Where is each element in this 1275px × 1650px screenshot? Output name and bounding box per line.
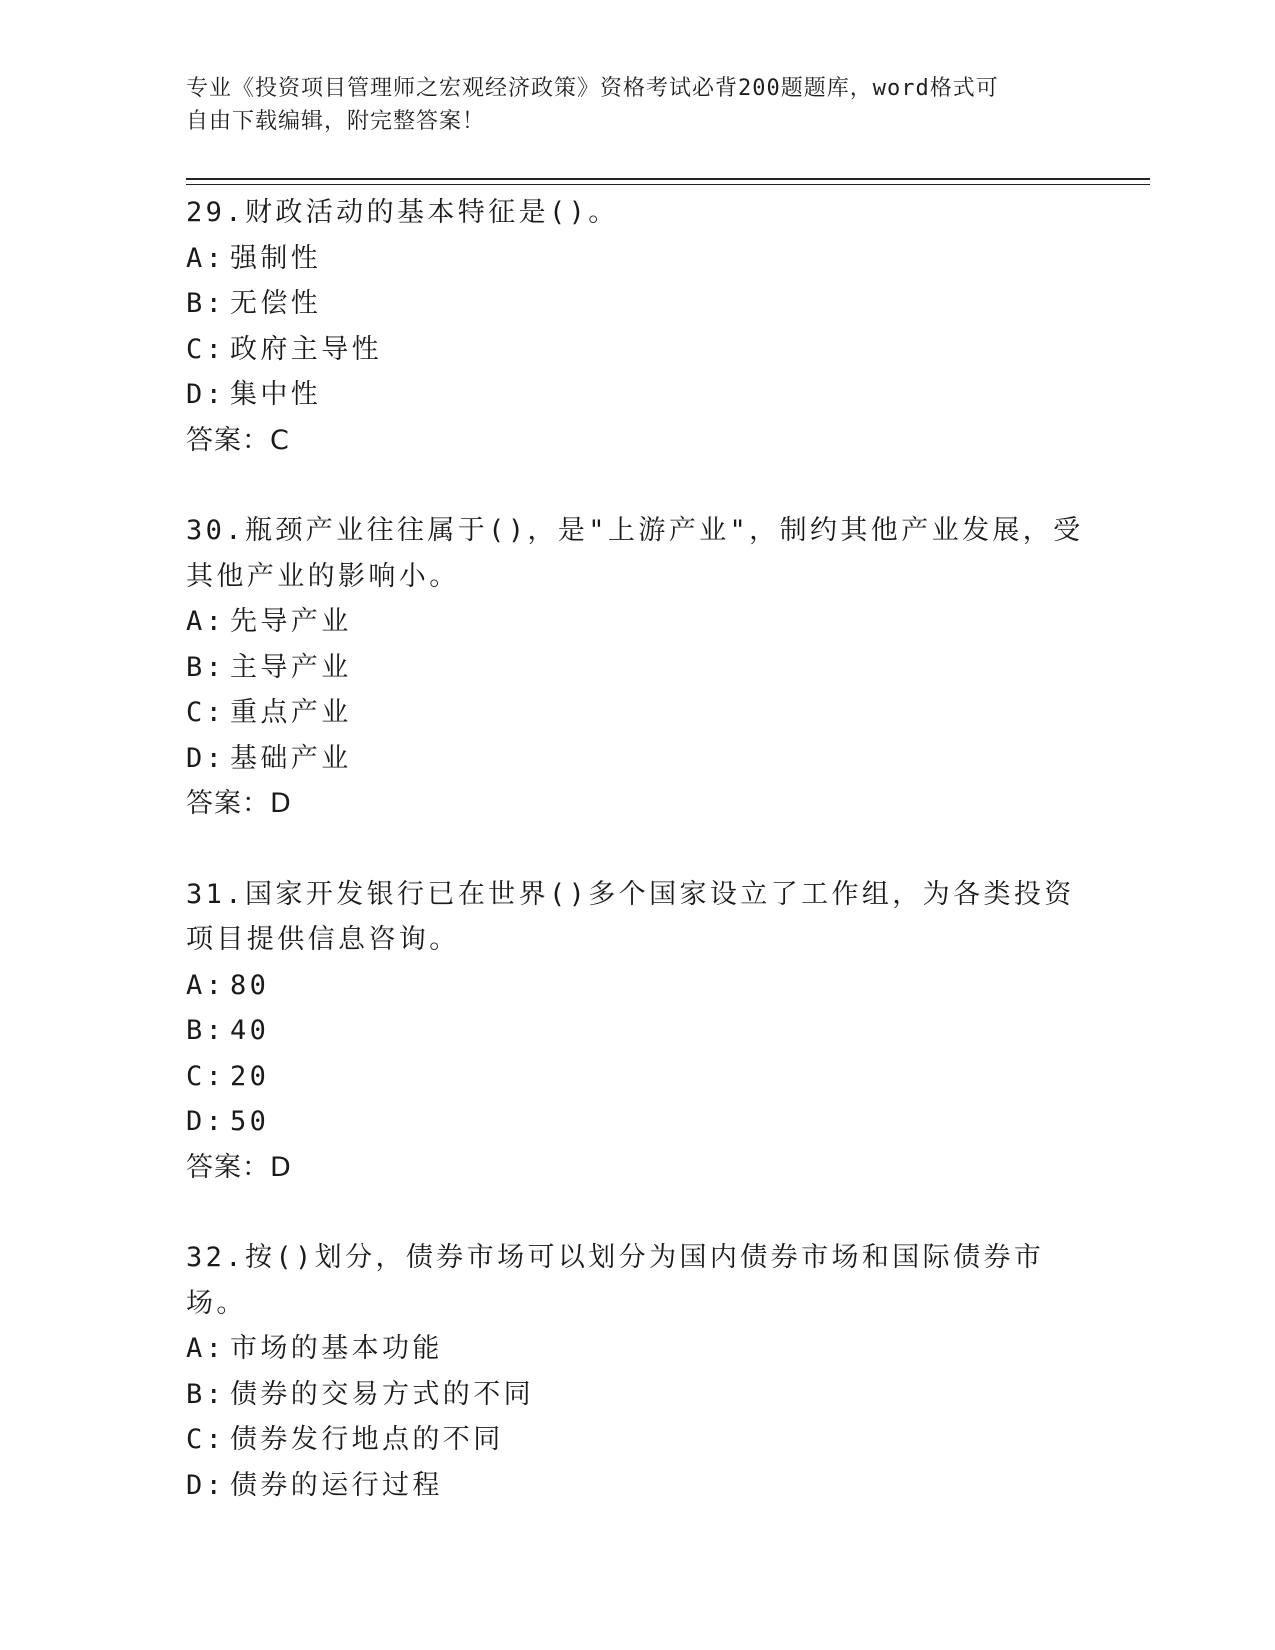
option-b <box>186 1008 1086 1054</box>
question-stem: 29.财政活动的基本特征是()。 <box>186 197 619 228</box>
option-text: 先导产业 <box>230 606 352 637</box>
option-text: 40 <box>230 1015 270 1046</box>
header-divider <box>186 178 1150 180</box>
option-letter: C: <box>186 1060 226 1092</box>
option-letter: D: <box>186 1106 226 1137</box>
option-letter: C: <box>186 697 226 728</box>
question-stem: 31.国家开发银行已在世界()多个国家设立了工作组，为各类投资项目提供信息咨询。 <box>186 878 1075 955</box>
option-b <box>186 1372 1086 1418</box>
option-b <box>186 645 1086 691</box>
option-text: 20 <box>230 1060 270 1092</box>
option-letter: A: <box>186 242 226 274</box>
answer-line: 答案：C <box>186 424 290 456</box>
option-c <box>186 1054 1086 1100</box>
option-a <box>186 236 1086 282</box>
question-29 <box>186 190 1086 463</box>
option-text: 重点产业 <box>230 697 352 728</box>
question-30 <box>186 508 1086 827</box>
option-a <box>186 1326 1086 1372</box>
option-letter: D: <box>186 379 226 410</box>
option-text: 基础产业 <box>230 742 352 774</box>
option-d <box>186 1463 1086 1509</box>
option-d <box>186 736 1086 782</box>
header-line-1: 专业《投资项目管理师之宏观经济政策》资格考试必背200题题库，word格式可 <box>186 76 999 101</box>
option-letter: C: <box>186 1424 226 1455</box>
answer-line: 答案：D <box>186 788 292 819</box>
option-text: 强制性 <box>230 242 322 274</box>
option-text: 债券的交易方式的不同 <box>230 1378 534 1410</box>
option-letter: B: <box>186 288 226 319</box>
question-stem: 32.按()划分，债券市场可以划分为国内债券市场和国际债券市场。 <box>186 1242 1045 1319</box>
option-text: 无偿性 <box>230 288 322 319</box>
option-text: 主导产业 <box>230 651 352 683</box>
option-a <box>186 963 1086 1009</box>
header-divider-thin <box>186 184 1150 185</box>
option-letter: A: <box>186 606 226 637</box>
option-text: 80 <box>230 969 270 1001</box>
option-letter: D: <box>186 742 226 774</box>
option-letter: D: <box>186 1469 226 1501</box>
option-text: 集中性 <box>230 379 322 410</box>
option-c <box>186 327 1086 373</box>
option-d <box>186 372 1086 418</box>
option-letter: C: <box>186 333 226 365</box>
option-a <box>186 599 1086 645</box>
question-32 <box>186 1235 1086 1508</box>
option-c <box>186 1417 1086 1463</box>
option-letter: B: <box>186 1378 226 1410</box>
option-c <box>186 690 1086 736</box>
answer-line: 答案：D <box>186 1151 292 1183</box>
option-letter: B: <box>186 651 226 683</box>
option-d <box>186 1099 1086 1145</box>
option-text: 债券发行地点的不同 <box>230 1424 504 1455</box>
option-text: 政府主导性 <box>230 333 382 365</box>
question-stem: 30.瓶颈产业往往属于()，是"上游产业"，制约其他产业发展，受其他产业的影响小。 <box>186 515 1084 592</box>
question-list <box>186 190 1086 1553</box>
option-text: 50 <box>230 1106 270 1137</box>
question-31 <box>186 872 1086 1191</box>
option-b <box>186 281 1086 327</box>
option-letter: B: <box>186 1015 226 1046</box>
option-text: 市场的基本功能 <box>230 1333 443 1364</box>
option-letter: A: <box>186 969 226 1001</box>
option-text: 债券的运行过程 <box>230 1469 443 1501</box>
option-letter: A: <box>186 1333 226 1364</box>
document-header <box>186 72 1086 138</box>
header-line-2: 自由下载编辑，附完整答案！ <box>186 109 486 134</box>
